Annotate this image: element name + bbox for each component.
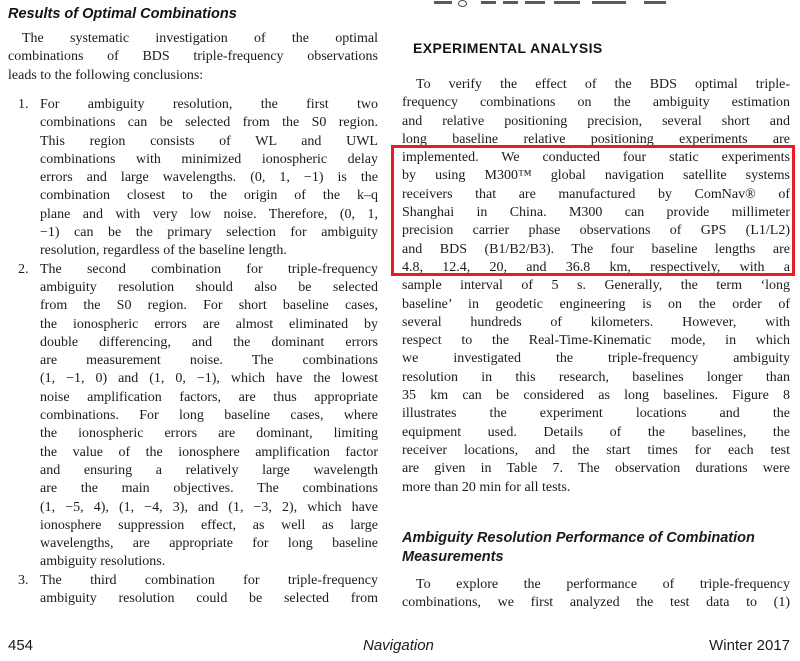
text-line: 4.8, 12.4, 20, and 36.8 km, respectively, with a <box>402 259 790 275</box>
cut-off-text-fragment <box>434 0 666 6</box>
text-line: equipment used. Details of the baselines, the <box>402 424 790 440</box>
text-line: The second combination for triple-frequency <box>40 261 378 277</box>
text-line: ambiguity resolution could be selected from <box>40 591 378 607</box>
text-line: the value of the ionosphere amplification factor <box>40 444 378 460</box>
text-line: (1, −1, 0) and (1, 0, −1), which have the lowest <box>40 371 378 387</box>
text-line: ambiguity resolutions. <box>40 554 166 570</box>
paragraph-performance <box>402 576 790 613</box>
paragraph-intro <box>8 30 378 85</box>
list-item-number: 2. <box>18 261 29 277</box>
text-line: Ambiguity Resolution Performance of Combination <box>402 530 755 546</box>
text-line: and BDS (B1/B2/B3). The four baseline lengths are <box>402 241 790 257</box>
text-line: are given in Table 7. The observation durations were <box>402 461 790 477</box>
text-line: receivers that are manufactured by ComNav® of <box>402 186 790 202</box>
text-line: long baseline relative positioning experiments are <box>402 131 790 147</box>
ordered-list-conclusions <box>8 96 378 608</box>
list-item <box>8 261 378 572</box>
text-line: are the main objectives. The combinations <box>40 481 378 497</box>
text-line: the ionospheric errors are dominant, limiting <box>40 426 378 442</box>
text-line: by using M300™ global navigation satellite systems <box>402 168 790 184</box>
text-line: wavelengths, are appropriate for long baseline <box>40 536 378 552</box>
list-item-text <box>40 572 378 609</box>
text-line: To explore the performance of triple-frequency <box>416 577 790 592</box>
text-line: combinations can be selected from the S0 region. <box>40 115 378 131</box>
text-line: ambiguity resolution should also be selected <box>40 279 378 295</box>
subsection-heading-results: Results of Optimal Combinations <box>8 6 237 22</box>
text-line: frequency combinations on the ambiguity estimation <box>402 95 790 111</box>
text-line: combinations with minimized ionospheric delay <box>40 151 378 167</box>
text-line: (1, −5, 4), (1, −4, 3), and (1, −3, 2), which have <box>40 499 378 515</box>
text-line: combinations, we first analyzed the test data to (1) <box>402 595 790 611</box>
text-line: resolution in this research, baselines longer than <box>402 369 790 385</box>
footer <box>0 637 800 657</box>
text-line: the ionospheric errors are almost eliminated by <box>40 316 378 332</box>
subsection-heading-ambiguity-resolution <box>402 529 755 566</box>
text-line: leads to the following conclusions: <box>8 67 204 83</box>
list-item-text <box>40 261 378 572</box>
text-line: baseline’ in geodetic engineering is on the order of <box>402 296 790 312</box>
text-line: To verify the effect of the BDS optimal triple- <box>416 77 790 92</box>
list-item-number: 3. <box>18 572 29 588</box>
text-line: respect to the Real-Time-Kinematic mode, in which <box>402 333 790 349</box>
text-line: resolution, regardless of the baseline length. <box>40 243 287 259</box>
section-heading-experimental-analysis: EXPERIMENTAL ANALYSIS <box>413 40 603 56</box>
list-item <box>8 96 378 261</box>
text-line: ionosphere suppression effect, as well as large <box>40 517 378 533</box>
text-line: and ensuring a relatively large wavelength <box>40 462 378 478</box>
text-line: combinations. For long baseline cases, where <box>40 408 378 424</box>
journal-name: Navigation <box>363 637 434 654</box>
page-number: 454 <box>8 637 34 654</box>
text-line: from the S0 region. For short baseline cases, <box>40 298 378 314</box>
text-line: Measurements <box>402 548 504 565</box>
text-line: double differencing, and the dominant errors <box>40 334 378 350</box>
text-line: implemented. We conducted four static experiments <box>402 150 790 166</box>
text-line: For ambiguity resolution, the first two <box>40 97 378 112</box>
text-line: combination closest to the origin of the k–q <box>40 188 378 204</box>
list-item-number: 1. <box>18 97 29 112</box>
text-line: we investigated the triple-frequency ambiguity <box>402 351 790 367</box>
text-line: more than 20 min for all tests. <box>402 479 571 495</box>
text-line: Shanghai in China. M300 can provide millimeter <box>402 205 790 221</box>
text-line: precision carrier phase observations of GPS (L1/L2) <box>402 223 790 239</box>
text-line: receiver locations, and the start times for each test <box>402 442 790 458</box>
text-line: plane and with very low noise. Therefore, (0, 1, <box>40 206 378 222</box>
text-line: are measurement noise. The combinations <box>40 353 378 369</box>
text-line: and relative positioning precision, several short and <box>402 113 790 129</box>
text-line: combinations of BDS triple-frequency observations <box>8 49 378 65</box>
paragraph-experimental <box>402 76 790 497</box>
text-line: noise amplification factors, are thus appropriate <box>40 389 378 405</box>
text-line: The third combination for triple-frequency <box>40 572 378 588</box>
text-line: several hundreds of kilometers. However, with <box>402 314 790 330</box>
list-item <box>8 572 378 609</box>
text-line: This region consists of WL and UWL <box>40 133 378 149</box>
issue-label: Winter 2017 <box>709 637 790 654</box>
text-line: The systematic investigation of the optimal <box>22 31 378 46</box>
text-line: −1) can be the primary selection for ambiguity <box>40 225 378 241</box>
text-line: illustrates the experiment locations and the <box>402 406 790 422</box>
list-item-text <box>40 96 378 261</box>
text-line: 35 km can be considered as long baselines. Figure 8 <box>402 388 790 404</box>
text-line: sample interval of 5 s. Generally, the term ‘long <box>402 278 790 294</box>
text-line: errors and large wavelengths. (0, 1, −1) is the <box>40 170 378 186</box>
